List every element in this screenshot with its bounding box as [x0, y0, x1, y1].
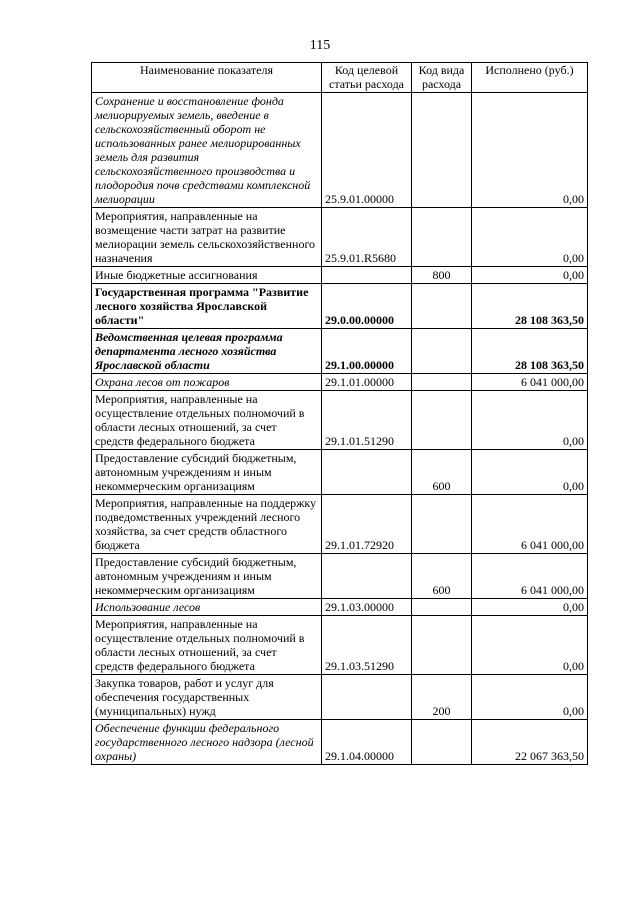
row-executed-amount: 0,00: [472, 208, 588, 267]
row-executed-amount: 0,00: [472, 599, 588, 616]
row-expense-kind: [412, 720, 472, 765]
row-target-code: 29.1.01.72920: [322, 495, 412, 554]
table-row: [92, 391, 588, 450]
row-executed-amount: 0,00: [472, 93, 588, 208]
table-header-row: [92, 63, 588, 93]
table-body: [92, 93, 588, 765]
table-row: [92, 267, 588, 284]
row-executed-amount: 28 108 363,50: [472, 329, 588, 374]
row-executed-amount: 28 108 363,50: [472, 284, 588, 329]
table-row: [92, 450, 588, 495]
row-name: Иные бюджетные ассигнования: [92, 267, 322, 284]
row-target-code: [322, 267, 412, 284]
row-expense-kind: 800: [412, 267, 472, 284]
table-row: [92, 675, 588, 720]
row-target-code: 29.1.01.00000: [322, 374, 412, 391]
table-row: [92, 599, 588, 616]
row-expense-kind: [412, 599, 472, 616]
row-name: Мероприятия, направленные на поддержку подведомственных учреждений лесного хозяйства, за счет средств областного бюджета: [92, 495, 322, 554]
row-target-code: 29.1.03.51290: [322, 616, 412, 675]
row-executed-amount: 0,00: [472, 450, 588, 495]
header-executed-amount: Исполнено (руб.): [472, 63, 588, 93]
row-executed-amount: 0,00: [472, 675, 588, 720]
row-expense-kind: [412, 208, 472, 267]
row-target-code: 29.1.01.51290: [322, 391, 412, 450]
row-expense-kind: [412, 374, 472, 391]
row-name: Государственная программа "Развитие лесного хозяйства Ярославской области": [92, 284, 322, 329]
row-name: Ведомственная целевая программа департамента лесного хозяйства Ярославской области: [92, 329, 322, 374]
row-expense-kind: [412, 616, 472, 675]
row-executed-amount: 0,00: [472, 391, 588, 450]
row-expense-kind: [412, 495, 472, 554]
row-name: Предоставление субсидий бюджетным, автономным учреждениям и иным некоммерческим организациям: [92, 554, 322, 599]
row-target-code: 29.1.00.00000: [322, 329, 412, 374]
row-target-code: 29.0.00.00000: [322, 284, 412, 329]
table-row: [92, 374, 588, 391]
row-target-code: [322, 675, 412, 720]
row-name: Мероприятия, направленные на осуществление отдельных полномочий в области лесных отношений, за счет средств федерального бюджета: [92, 391, 322, 450]
row-target-code: [322, 554, 412, 599]
row-executed-amount: 0,00: [472, 616, 588, 675]
header-indicator-name: Наименование показателя: [92, 63, 322, 93]
row-executed-amount: 0,00: [472, 267, 588, 284]
row-target-code: 29.1.04.00000: [322, 720, 412, 765]
row-expense-kind: 600: [412, 554, 472, 599]
row-expense-kind: [412, 391, 472, 450]
table-row: [92, 495, 588, 554]
page-number: 115: [309, 38, 331, 53]
row-expense-kind: 200: [412, 675, 472, 720]
row-name: Предоставление субсидий бюджетным, автономным учреждениям и иным некоммерческим организациям: [92, 450, 322, 495]
row-name: Закупка товаров, работ и услуг для обеспечения государственных (муниципальных) нужд: [92, 675, 322, 720]
row-expense-kind: [412, 284, 472, 329]
row-name: Обеспечение функции федерального государственного лесного надзора (лесной охраны): [92, 720, 322, 765]
budget-execution-table: [91, 62, 588, 765]
row-name: Мероприятия, направленные на осуществление отдельных полномочий в области лесных отношений, за счет средств федерального бюджета: [92, 616, 322, 675]
row-executed-amount: 22 067 363,50: [472, 720, 588, 765]
row-name: Охрана лесов от пожаров: [92, 374, 322, 391]
table-row: [92, 208, 588, 267]
row-executed-amount: 6 041 000,00: [472, 374, 588, 391]
table-row: [92, 284, 588, 329]
row-target-code: 29.1.03.00000: [322, 599, 412, 616]
row-target-code: 25.9.01.R5680: [322, 208, 412, 267]
table-row: [92, 93, 588, 208]
table-row: [92, 329, 588, 374]
row-target-code: 25.9.01.00000: [322, 93, 412, 208]
row-name: Сохранение и восстановление фонда мелиорируемых земель, введение в сельскохозяйственный оборот не использованных ранее мелиорированных земель для развития сельскохозяйственного производства и плодородия почв средствами комплексной мелиорации: [92, 93, 322, 208]
row-target-code: [322, 450, 412, 495]
row-executed-amount: 6 041 000,00: [472, 554, 588, 599]
table-row: [92, 616, 588, 675]
row-name: Мероприятия, направленные на возмещение части затрат на развитие мелиорации земель сельскохозяйственного назначения: [92, 208, 322, 267]
row-expense-kind: [412, 329, 472, 374]
row-expense-kind: [412, 93, 472, 208]
table-row: [92, 554, 588, 599]
row-executed-amount: 6 041 000,00: [472, 495, 588, 554]
header-target-code: Код целевой статьи расхода: [322, 63, 412, 93]
table-row: [92, 720, 588, 765]
row-expense-kind: 600: [412, 450, 472, 495]
header-expense-kind: Код вида расхода: [412, 63, 472, 93]
row-name: Использование лесов: [92, 599, 322, 616]
